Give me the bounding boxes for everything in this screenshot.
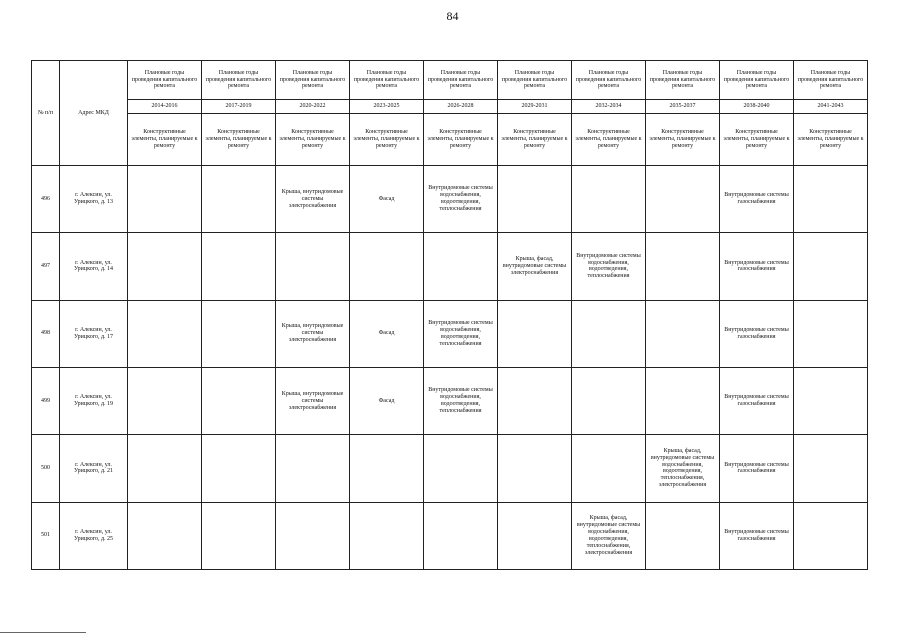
row-work-cell: Внутридомовые системы газоснабжения — [720, 435, 794, 502]
row-number: 499 — [32, 367, 60, 434]
row-work-cell — [128, 300, 202, 367]
row-work-cell — [128, 166, 202, 233]
header-plan-years: Плановые годы проведения капитального ремонта — [350, 61, 424, 100]
row-work-cell — [794, 502, 868, 569]
row-work-cell: Внутридомовые системы газоснабжения — [720, 233, 794, 300]
row-address: г. Алексин, ул. Урицкого, д. 19 — [60, 367, 128, 434]
row-work-cell — [276, 233, 350, 300]
header-period: 2032-2034 — [572, 100, 646, 114]
header-elements: Конструктивные элементы, планируемые к ремонту — [646, 114, 720, 166]
row-work-cell — [646, 502, 720, 569]
row-work-cell — [128, 367, 202, 434]
header-address: Адрес МКД — [60, 61, 128, 166]
row-work-cell — [128, 502, 202, 569]
row-work-cell — [424, 233, 498, 300]
row-work-cell: Крыша, фасад, внутридомовые системы водоснабжения, водоотведения, теплоснабжения, электроснабжения — [572, 502, 646, 569]
row-work-cell — [350, 233, 424, 300]
row-work-cell: Внутридомовые системы водоснабжения, водоотведения, теплоснабжения — [424, 300, 498, 367]
table-row — [32, 300, 868, 367]
row-work-cell — [646, 233, 720, 300]
header-elements: Конструктивные элементы, планируемые к ремонту — [202, 114, 276, 166]
header-period: 2038-2040 — [720, 100, 794, 114]
header-elements: Конструктивные элементы, планируемые к ремонту — [128, 114, 202, 166]
row-work-cell — [498, 435, 572, 502]
row-number: 498 — [32, 300, 60, 367]
row-number: 500 — [32, 435, 60, 502]
row-work-cell — [498, 300, 572, 367]
row-work-cell — [794, 233, 868, 300]
header-plan-years: Плановые годы проведения капитального ремонта — [276, 61, 350, 100]
row-work-cell — [424, 435, 498, 502]
row-work-cell — [350, 435, 424, 502]
row-work-cell: Внутридомовые системы водоснабжения, водоотведения, теплоснабжения — [424, 367, 498, 434]
row-work-cell: Крыша, внутридомовые системы электроснабжения — [276, 367, 350, 434]
row-address: г. Алексин, ул. Урицкого, д. 14 — [60, 233, 128, 300]
header-period: 2029-2031 — [498, 100, 572, 114]
header-plan-years: Плановые годы проведения капитального ремонта — [572, 61, 646, 100]
row-number: 496 — [32, 166, 60, 233]
row-number: 501 — [32, 502, 60, 569]
row-work-cell: Крыша, фасад, внутридомовые системы водоснабжения, водоотведения, теплоснабжения, электроснабжения — [646, 435, 720, 502]
header-plan-years: Плановые годы проведения капитального ремонта — [128, 61, 202, 100]
header-plan-years: Плановые годы проведения капитального ремонта — [424, 61, 498, 100]
row-work-cell — [572, 367, 646, 434]
row-work-cell — [128, 233, 202, 300]
table-row — [32, 367, 868, 434]
row-work-cell — [794, 166, 868, 233]
header-num: № п/п — [32, 61, 60, 166]
row-work-cell: Фасад — [350, 367, 424, 434]
row-work-cell — [128, 435, 202, 502]
header-period: 2026-2028 — [424, 100, 498, 114]
header-elements: Конструктивные элементы, планируемые к ремонту — [498, 114, 572, 166]
header-elements: Конструктивные элементы, планируемые к ремонту — [720, 114, 794, 166]
row-work-cell — [202, 502, 276, 569]
row-work-cell: Фасад — [350, 300, 424, 367]
row-work-cell — [202, 435, 276, 502]
row-work-cell — [276, 502, 350, 569]
row-work-cell — [350, 502, 424, 569]
header-elements: Конструктивные элементы, планируемые к ремонту — [794, 114, 868, 166]
header-elements: Конструктивные элементы, планируемые к ремонту — [424, 114, 498, 166]
row-work-cell — [794, 435, 868, 502]
header-period: 2014-2016 — [128, 100, 202, 114]
row-work-cell: Внутридомовые системы газоснабжения — [720, 166, 794, 233]
header-period: 2023-2025 — [350, 100, 424, 114]
header-period: 2020-2022 — [276, 100, 350, 114]
row-work-cell — [794, 367, 868, 434]
header-plan-years: Плановые годы проведения капитального ремонта — [794, 61, 868, 100]
row-work-cell — [276, 435, 350, 502]
row-work-cell: Внутридомовые системы газоснабжения — [720, 300, 794, 367]
row-work-cell: Фасад — [350, 166, 424, 233]
header-period: 2017-2019 — [202, 100, 276, 114]
row-work-cell — [572, 300, 646, 367]
row-work-cell — [202, 233, 276, 300]
header-plan-years: Плановые годы проведения капитального ремонта — [720, 61, 794, 100]
row-work-cell — [794, 300, 868, 367]
table-row — [32, 435, 868, 502]
row-address: г. Алексин, ул. Урицкого, д. 17 — [60, 300, 128, 367]
row-work-cell — [202, 166, 276, 233]
row-work-cell — [646, 166, 720, 233]
table-row — [32, 166, 868, 233]
row-address: г. Алексин, ул. Урицкого, д. 25 — [60, 502, 128, 569]
row-work-cell: Внутридомовые системы газоснабжения — [720, 502, 794, 569]
header-plan-years: Плановые годы проведения капитального ремонта — [498, 61, 572, 100]
row-work-cell — [498, 166, 572, 233]
header-elements: Конструктивные элементы, планируемые к ремонту — [276, 114, 350, 166]
table-row — [32, 233, 868, 300]
row-work-cell — [202, 300, 276, 367]
row-work-cell — [424, 502, 498, 569]
row-work-cell — [498, 502, 572, 569]
row-work-cell: Внутридомовые системы водоснабжения, водоотведения, теплоснабжения — [424, 166, 498, 233]
row-work-cell: Крыша, внутридомовые системы электроснабжения — [276, 166, 350, 233]
row-work-cell: Внутридомовые системы водоснабжения, водоотведения, теплоснабжения — [572, 233, 646, 300]
header-period: 2035-2037 — [646, 100, 720, 114]
row-address: г. Алексин, ул. Урицкого, д. 21 — [60, 435, 128, 502]
header-plan-years: Плановые годы проведения капитального ремонта — [202, 61, 276, 100]
row-work-cell — [646, 367, 720, 434]
row-work-cell: Крыша, фасад, внутридомовые системы электроснабжения — [498, 233, 572, 300]
row-work-cell — [572, 435, 646, 502]
footnote-rule — [0, 632, 86, 633]
header-elements: Конструктивные элементы, планируемые к ремонту — [350, 114, 424, 166]
header-elements: Конструктивные элементы, планируемые к ремонту — [572, 114, 646, 166]
row-address: г. Алексин, ул. Урицкого, д. 13 — [60, 166, 128, 233]
row-work-cell — [646, 300, 720, 367]
table-row — [32, 502, 868, 569]
row-work-cell: Внутридомовые системы газоснабжения — [720, 367, 794, 434]
capital-repair-plan-table — [31, 60, 868, 570]
page-number: 84 — [446, 9, 459, 23]
header-plan-years: Плановые годы проведения капитального ремонта — [646, 61, 720, 100]
row-number: 497 — [32, 233, 60, 300]
row-work-cell — [498, 367, 572, 434]
header-period: 2041-2043 — [794, 100, 868, 114]
row-work-cell — [572, 166, 646, 233]
row-work-cell: Крыша, внутридомовые системы электроснабжения — [276, 300, 350, 367]
row-work-cell — [202, 367, 276, 434]
